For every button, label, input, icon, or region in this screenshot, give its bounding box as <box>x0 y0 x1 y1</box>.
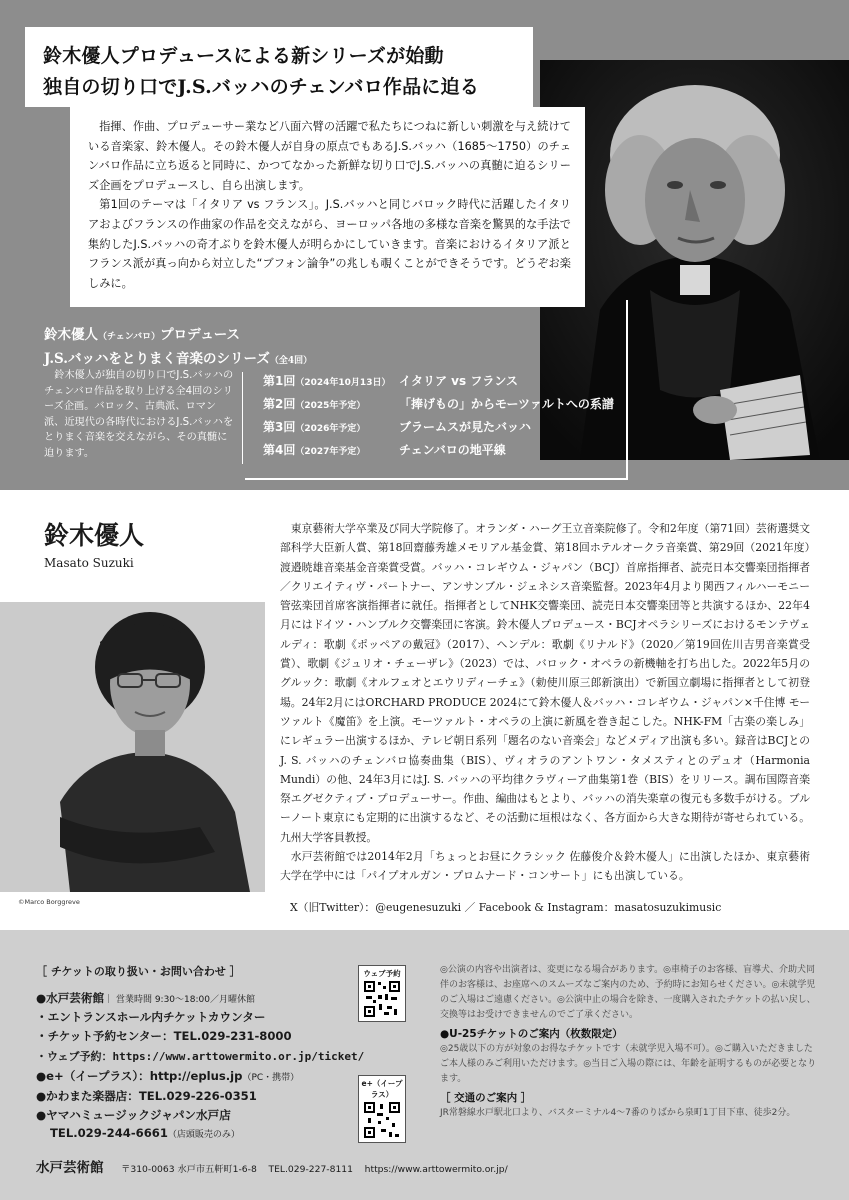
notes-access-heading: ［ 交通のご案内 ］ <box>440 1092 532 1104</box>
ticket-yamaha: ●ヤマハミュージックジャパン水戸店 <box>36 1108 231 1122</box>
ticket-hours: ｜ 営業時間 9:30～18:00／月曜休館 <box>104 995 255 1005</box>
footer-address: 〒310-0063 水戸市五軒町1-6-8 <box>121 1164 257 1175</box>
schedule-title: ブラームスが見たバッハ <box>399 420 532 434</box>
intro-box <box>70 107 585 307</box>
ticket-yamaha-tel[interactable]: TEL.029-244-6661 <box>50 1126 168 1140</box>
bio-paragraph-2: 水戸芸術館では2014年2月「ちょっとお昼にクラシック 佐藤俊介＆鈴木優人」に出演したほか、東京藝術大学在学中には「パイプオルガン・プロムナード・コンサート」にも出演している。 <box>280 850 810 883</box>
schedule-num: 第1回 <box>263 374 296 388</box>
qr-web[interactable] <box>358 965 406 1022</box>
artist-bio <box>280 519 810 886</box>
schedule-row-2 <box>263 395 614 418</box>
qr-web-label: ウェブ予約 <box>363 969 401 978</box>
notes-access-text: JR常磐線水戸駅北口より、バスターミナル4～7番のりばから泉町1丁目下車、徒歩2分。 <box>440 1108 796 1118</box>
schedule-title: イタリア vs フランス <box>399 374 518 388</box>
ticket-venue-row <box>36 990 255 1006</box>
schedule-title: 「捧げもの」からモーツァルトへの系譜 <box>399 397 614 411</box>
schedule-date: （2026年予定） <box>295 424 366 434</box>
headline-line2: 独自の切り口でJ.S.バッハのチェンバロ作品に迫る <box>43 76 479 98</box>
artist-name-en: Masato Suzuki <box>44 556 134 570</box>
schedule-row-4 <box>263 441 614 464</box>
series-title-count: （全4回） <box>269 356 313 366</box>
headline-box <box>25 27 533 107</box>
schedule-row-1 <box>263 372 614 395</box>
schedule-num: 第4回 <box>263 443 296 457</box>
ticket-counter: ・エントランスホール内チケットカウンター <box>36 1010 266 1024</box>
schedule-date: （2027年予定） <box>295 447 366 457</box>
notes-u25-heading: ●U-25チケットのご案内（枚数限定） <box>440 1028 623 1040</box>
series-title-instrument: （チェンバロ） <box>98 332 161 342</box>
ticket-venue: ●水戸芸術館 <box>36 991 105 1005</box>
series-description: 鈴木優人が独自の切り口でJ.S.バッハのチェンバロ作品を取り上げる全4回のシリーズ企画。バロック、古典派、ロマン派、近現代の各時代におけるJ.S.バッハをとりまく音楽を交えながら、その真髄に迫ります。 <box>44 370 234 459</box>
qr-eplus-label: e+（イープラス） <box>361 1079 403 1099</box>
qr-code-icon <box>363 1101 401 1139</box>
ticket-eplus-note: （PC・携帯） <box>242 1073 300 1083</box>
schedule-date: （2025年予定） <box>295 401 366 411</box>
schedule-row-3 <box>263 418 614 441</box>
series-title-line2: J.S.バッハをとりまく音楽のシリーズ <box>44 351 270 367</box>
intro-paragraph-1: 指揮、作曲、プロデューサー業など八面六臂の活躍で私たちにつねに新しい刺激を与え続けている音楽家、鈴木優人。その鈴木優人が自身の原点でもあるJ.S.バッハ（1685～1750）のチェンバロ作品に立ち返ると同時に、かつてなかった新鮮な切り口でJ.S.バッハの真髄に迫るシリーズ企画をプロデュースし、自ら出演します。 <box>88 120 571 192</box>
ticket-eplus-link[interactable]: ●e+（イープラス）：http://eplus.jp <box>36 1069 243 1083</box>
artist-sns: X（旧Twitter）：@eugenesuzuki ／ Facebook & Instagram：masatosuzukimusic <box>290 901 722 914</box>
schedule-num: 第2回 <box>263 397 296 411</box>
artist-photo <box>0 602 265 892</box>
series-schedule <box>263 372 614 464</box>
artist-name-ja: 鈴木優人 <box>44 521 145 550</box>
headline-line1: 鈴木優人プロデュースによる新シリーズが始動 <box>43 45 444 67</box>
qr-eplus[interactable] <box>358 1075 406 1143</box>
notes-panel <box>440 963 818 1121</box>
notes-u25-text: ◎25歳以下の方が対象のお得なチケットです（未就学児入場不可）。◎ご購入いただきましたご本人様のみご利用いただけます。◎当日ご入場の際には、年齢を証明するものが必要となります。 <box>440 1044 817 1084</box>
ticket-yamaha-note: （店頭販売のみ） <box>167 1130 240 1140</box>
ticket-heading: ［ チケットの取り扱い・お問い合わせ ］ <box>36 965 241 978</box>
series-divider <box>242 372 243 464</box>
footer-url[interactable]: https://www.arttowermito.or.jp/ <box>364 1164 508 1175</box>
qr-code-icon <box>363 980 401 1018</box>
footer-tel[interactable]: TEL.029-227-8111 <box>268 1164 353 1175</box>
ticket-phone-center[interactable]: ・チケット予約センター：TEL.029-231-8000 <box>36 1029 292 1043</box>
ticket-web-link[interactable]: ・ウェブ予約：https://www.arttowermito.or.jp/ticket/ <box>36 1050 365 1063</box>
schedule-date: （2024年10月13日） <box>295 378 391 388</box>
intro-paragraph-2: 第1回のテーマは「イタリア vs フランス」。J.S.バッハと同じバロック時代に活躍したイタリアおよびフランスの作曲家の作品を交えながら、ヨーロッパ各地の多様な音楽を驚異的な手法で集約したJ.S.バッハの奇才ぶりを鈴木優人が明らかにしていきます。音楽におけるイタリア派とフランス派が真っ向から対立した“ブフォン論争”の兆しも覗くことができそうです。どうぞお楽しみに。 <box>88 198 571 290</box>
photo-credit: ©Marco Borggreve <box>18 898 80 906</box>
schedule-title: チェンバロの地平線 <box>399 443 506 457</box>
venue-footer <box>36 1156 516 1176</box>
series-title-produce: プロデュース <box>160 327 241 343</box>
ticket-kawamata[interactable]: ●かわまた楽器店：TEL.029-226-0351 <box>36 1089 257 1103</box>
series-title <box>44 324 312 372</box>
ticket-eplus-row <box>36 1068 299 1084</box>
notes-general: ◎公演の内容や出演者は、変更になる場合があります。◎車椅子のお客様、盲導犬、介助犬同伴のお客様は、お座席へのスムーズなご案内のため、予約時にお知らせください。◎未就学児のご入場はご遠慮ください。◎公演中止の場合を除き、一度購入されたチケットの払い戻し、交換等はお受けできませんのでご了承ください。 <box>440 965 816 1020</box>
ticket-yamaha-tel-row <box>50 1126 240 1140</box>
series-title-name: 鈴木優人 <box>44 327 98 343</box>
schedule-num: 第3回 <box>263 420 296 434</box>
footer-venue-name: 水戸芸術館 <box>36 1160 104 1176</box>
bio-paragraph-1: 東京藝術大学卒業及び同大学院修了。オランダ・ハーグ王立音楽院修了。令和2年度（第71回）芸術選奨文部科学大臣新人賞、第18回齋藤秀雄メモリアル基金賞、第18回ホテルオークラ音楽賞、第29回（2021年度）渡邉暁雄音楽基金音楽賞受賞。バッハ・コレギウム・ジャパン（BCJ）首席指揮者、読売日本交響楽団指揮者／クリエイティヴ・パートナー、アンサンブル・ジェネシス音楽監督。2023年4月より関西フィルハーモニー管弦楽団首席客演指揮者に就任。指揮者としてNHK交響楽団、読売日本交響楽団等と共演するほか、22年4月にはドイツ・ハンブルク交響楽団に客演。鈴木優人プロデュース・BCJオペラシリーズにおけるモンテヴェルディ：歌劇《ポッペアの戴冠》（2017）、ヘンデル：歌劇《リナルド》（2020／第19回佐川吉男音楽賞受賞）、歌劇《ジュリオ・チェーザレ》（2023）では、バロック・オペラの新機軸を打ち出した。2022年5月のグルック：歌劇《オルフェオとエウリディーチェ》（勅使川原三郎新演出）で新国立劇場に指揮者として初登場。24年2月にはORCHARD PRODUCE 2024にて鈴木優人＆バッハ・コレギウム・ジャパン×千住博 モーツァルト《魔笛》を上演。モーツァルト・オペラの上演に新風を巻き起こした。NHK-FM「古楽の楽しみ」にレギュラー出演するほか、テレビ朝日系列「題名のない音楽会」などメディア出演も多い。録音はBCJとのJ. S. バッハのチェンバロ協奏曲集（BIS）、ヴィオラのアントワン・タメスティとのデュオ（Harmonia Mundi）の他、24年3月にはJ. S. バッハの平均律クラヴィーア曲集第1巻（BIS）をリリース。調布国際音楽祭エグゼクティブ・プロデューサー。作曲、編曲はもとより、バッハの消失楽章の復元も多数手がける。ブルーノート東京にも定期的に出演するなど、その活動に垣根はなく、各方面から大きな期待が寄せられている。九州大学客員教授。 <box>280 522 810 844</box>
